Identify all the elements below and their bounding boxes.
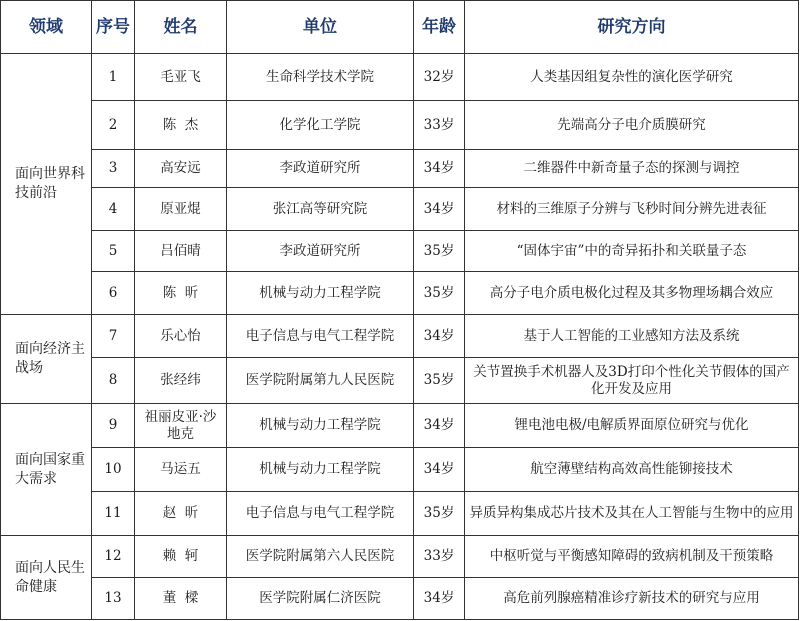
table-row xyxy=(1,54,799,101)
table-row xyxy=(1,404,799,448)
seq-cell: 5 xyxy=(92,231,135,272)
direction-cell: 航空薄壁结构高效高性能铆接技术 xyxy=(465,448,799,492)
table-row xyxy=(1,272,799,315)
age-cell: 33岁 xyxy=(414,101,465,150)
seq-cell: 7 xyxy=(92,315,135,358)
unit-cell: 电子信息与电气工程学院 xyxy=(227,315,414,358)
direction-cell: 材料的三维原子分辨与飞秒时间分辨先进表征 xyxy=(465,188,799,231)
direction-cell: 中枢听觉与平衡感知障碍的致病机制及干预策略 xyxy=(465,536,799,578)
direction-cell: 锂电池电极/电解质界面原位研究与优化 xyxy=(465,404,799,448)
name-cell: 高安远 xyxy=(135,150,227,188)
name-cell: 毛亚飞 xyxy=(135,54,227,101)
name-cell: 祖丽皮亚·沙地克 xyxy=(135,404,227,448)
unit-cell: 机械与动力工程学院 xyxy=(227,404,414,448)
age-cell: 33岁 xyxy=(414,536,465,578)
name-cell: 原亚焜 xyxy=(135,188,227,231)
seq-cell: 8 xyxy=(92,358,135,404)
seq-cell: 3 xyxy=(92,150,135,188)
domain-cell: 面向经济主战场 xyxy=(1,315,92,404)
seq-cell: 2 xyxy=(92,101,135,150)
domain-cell: 面向国家重大需求 xyxy=(1,404,92,536)
table-row xyxy=(1,188,799,231)
age-cell: 35岁 xyxy=(414,492,465,536)
direction-cell: 二维器件中新奇量子态的探测与调控 xyxy=(465,150,799,188)
direction-cell: 高分子电介质电极化过程及其多物理场耦合效应 xyxy=(465,272,799,315)
direction-cell: 异质异构集成芯片技术及其在人工智能与生物中的应用 xyxy=(465,492,799,536)
unit-cell: 电子信息与电气工程学院 xyxy=(227,492,414,536)
unit-cell: 医学院附属第六人民医院 xyxy=(227,536,414,578)
direction-cell: 高危前列腺癌精准诊疗新技术的研究与应用 xyxy=(465,578,799,620)
table-row xyxy=(1,448,799,492)
unit-cell: 生命科学技术学院 xyxy=(227,54,414,101)
table-row xyxy=(1,150,799,188)
age-cell: 32岁 xyxy=(414,54,465,101)
table-row xyxy=(1,315,799,358)
age-cell: 35岁 xyxy=(414,231,465,272)
age-cell: 34岁 xyxy=(414,188,465,231)
unit-cell: 机械与动力工程学院 xyxy=(227,272,414,315)
header-seq: 序号 xyxy=(92,1,135,54)
seq-cell: 6 xyxy=(92,272,135,315)
name-cell: 张经纬 xyxy=(135,358,227,404)
seq-cell: 11 xyxy=(92,492,135,536)
table-row xyxy=(1,231,799,272)
header-row xyxy=(1,1,799,54)
direction-cell: 关节置换手术机器人及3D打印个性化关节假体的国产化开发及应用 xyxy=(465,358,799,404)
direction-cell: 人类基因组复杂性的演化医学研究 xyxy=(465,54,799,101)
name-cell: 董 樑 xyxy=(135,578,227,620)
age-cell: 34岁 xyxy=(414,150,465,188)
name-cell: 乐心怡 xyxy=(135,315,227,358)
direction-cell: 先端高分子电介质膜研究 xyxy=(465,101,799,150)
table-row xyxy=(1,578,799,620)
direction-cell: “固体宇宙”中的奇异拓扑和关联量子态 xyxy=(465,231,799,272)
table-row xyxy=(1,492,799,536)
age-cell: 35岁 xyxy=(414,358,465,404)
name-cell: 吕佰晴 xyxy=(135,231,227,272)
table-row xyxy=(1,101,799,150)
age-cell: 34岁 xyxy=(414,578,465,620)
age-cell: 34岁 xyxy=(414,315,465,358)
seq-cell: 10 xyxy=(92,448,135,492)
seq-cell: 1 xyxy=(92,54,135,101)
header-age: 年龄 xyxy=(414,1,465,54)
table-body xyxy=(1,54,799,620)
table-row xyxy=(1,536,799,578)
header-direction: 研究方向 xyxy=(465,1,799,54)
domain-cell: 面向人民生命健康 xyxy=(1,536,92,620)
unit-cell: 化学化工学院 xyxy=(227,101,414,150)
age-cell: 34岁 xyxy=(414,404,465,448)
unit-cell: 李政道研究所 xyxy=(227,150,414,188)
name-cell: 陈 杰 xyxy=(135,101,227,150)
name-cell: 陈 昕 xyxy=(135,272,227,315)
header-name: 姓名 xyxy=(135,1,227,54)
table-row xyxy=(1,358,799,404)
seq-cell: 12 xyxy=(92,536,135,578)
domain-cell: 面向世界科技前沿 xyxy=(1,54,92,315)
unit-cell: 医学院附属仁济医院 xyxy=(227,578,414,620)
seq-cell: 4 xyxy=(92,188,135,231)
unit-cell: 李政道研究所 xyxy=(227,231,414,272)
age-cell: 34岁 xyxy=(414,448,465,492)
seq-cell: 13 xyxy=(92,578,135,620)
header-unit: 单位 xyxy=(227,1,414,54)
unit-cell: 张江高等研究院 xyxy=(227,188,414,231)
direction-cell: 基于人工智能的工业感知方法及系统 xyxy=(465,315,799,358)
name-cell: 赵 昕 xyxy=(135,492,227,536)
seq-cell: 9 xyxy=(92,404,135,448)
age-cell: 35岁 xyxy=(414,272,465,315)
header-domain: 领域 xyxy=(1,1,92,54)
name-cell: 赖 轲 xyxy=(135,536,227,578)
unit-cell: 机械与动力工程学院 xyxy=(227,448,414,492)
name-cell: 马运五 xyxy=(135,448,227,492)
unit-cell: 医学院附属第九人民医院 xyxy=(227,358,414,404)
